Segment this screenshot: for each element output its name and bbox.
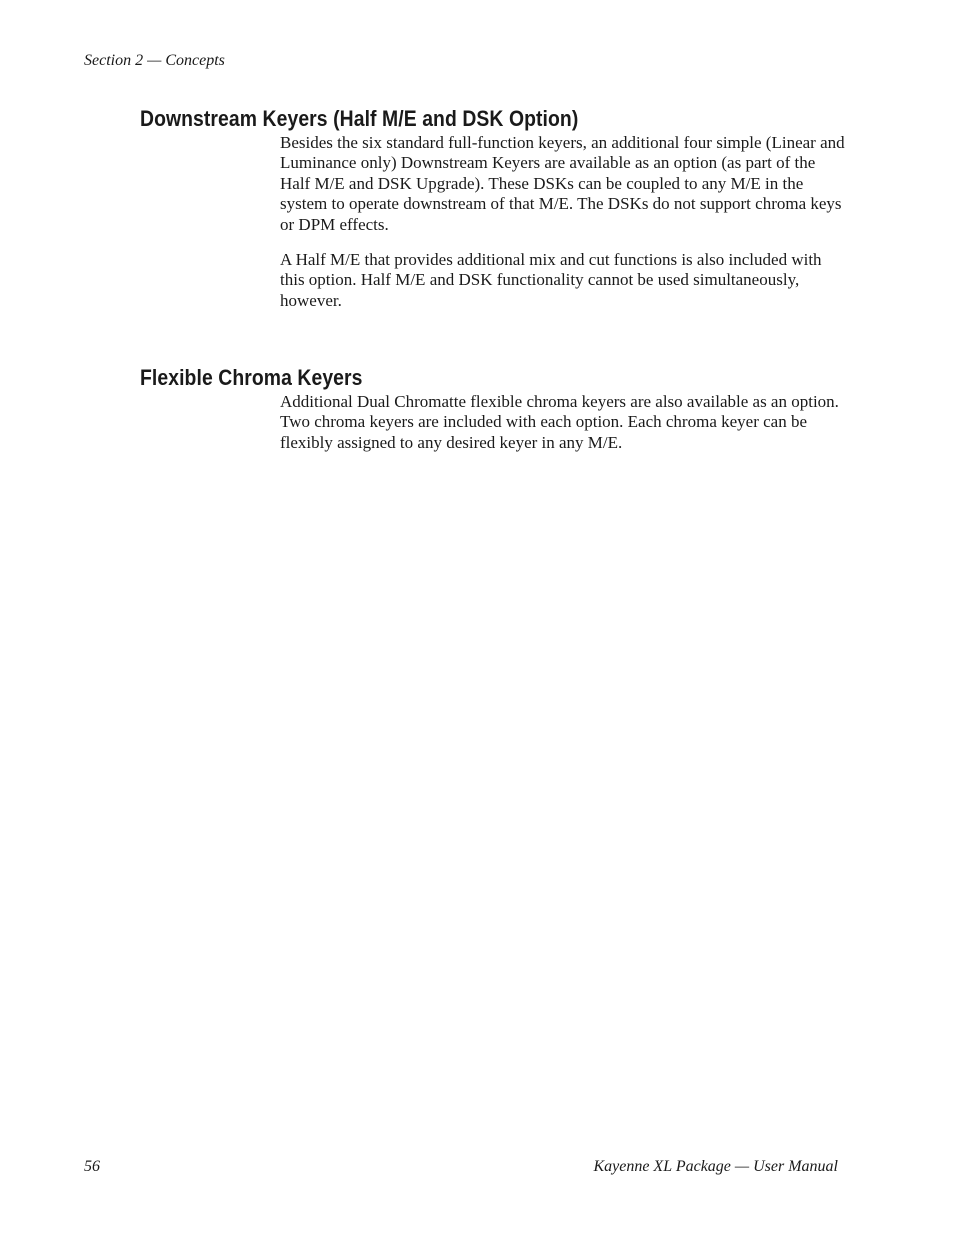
page-number: 56 xyxy=(84,1158,100,1175)
body-paragraph: Besides the six standard full-function keyers, an additional four simple (Linear and Luminance only) Downstream Keyers are available as an option (as part of the Half M/E and DSK Upgrade). These DSKs can be coupled to any M/E in the system to operate downstream of that M/E. The DSKs do not support chroma keys or DPM effects. xyxy=(280,133,845,234)
section-body xyxy=(280,133,845,311)
section-heading: Downstream Keyers (Half M/E and DSK Option) xyxy=(140,106,579,131)
section-heading: Flexible Chroma Keyers xyxy=(140,365,363,390)
body-paragraph: A Half M/E that provides additional mix and cut functions is also included with this option. Half M/E and DSK functionality cannot be used simultaneously, however. xyxy=(280,250,822,310)
running-header: Section 2 — Concepts xyxy=(84,52,225,69)
section-flexible-chroma-keyers xyxy=(140,364,845,468)
section-body xyxy=(280,392,845,453)
manual-title: Kayenne XL Package — User Manual xyxy=(593,1158,838,1175)
section-downstream-keyers xyxy=(140,105,845,326)
body-paragraph: Additional Dual Chromatte flexible chroma keyers are also available as an option. Two chroma keyers are included with each option. Each chroma keyer can be flexibly assigned to any desired keyer in any M/E. xyxy=(280,392,839,452)
